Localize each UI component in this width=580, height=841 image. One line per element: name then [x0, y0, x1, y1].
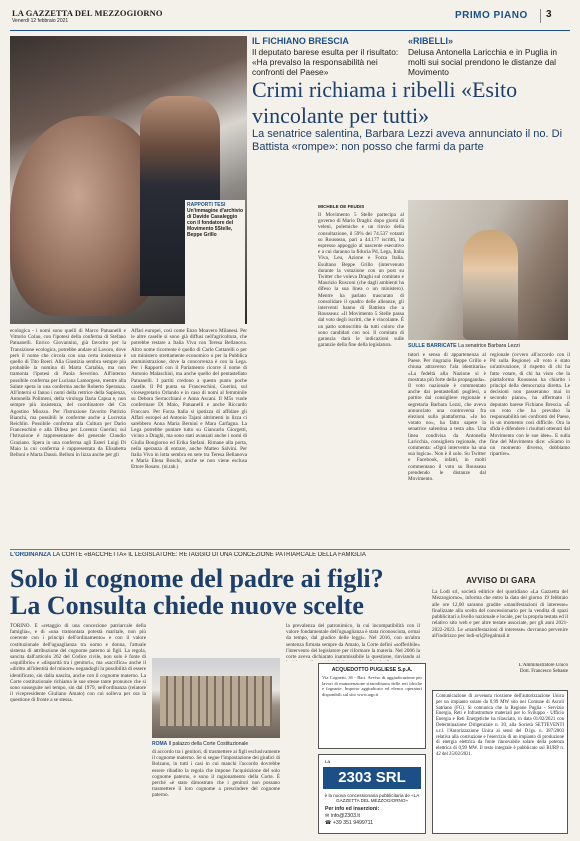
article-column-4: tutori e senso di appartenenza al Paese. Per ringrazio Beppe Grillo e chiusa attraverso l'ala identitaria» «La fedeltà alla Nazione si è mostrata più forte della propaganda». Il voto nazionale è commentato anche dai pentastellati pugliesi, a partire dal consigliere regionale e segretaria Barbara Lezzi, che aveva annunciato una controversa fra elezioni sulla piattaforma. «Io ho votato no», ha fatto sapere la senatrice salentina a testa alta. Una linea condivisa da Antonella Laricchia, consigliera regionale, che commenta: «Ogni intervento ha una sua logica». Non è il solo. Su Twitter e Facebook, infatti, in molti commentano il voto su Rousseau prendendo le distanze dal Movimento.	[408, 352, 486, 483]
bottom-kicker-label: L'ORDINANZA	[10, 552, 52, 558]
lezzi-caption-text: La senatrice Barbara Lezzi	[458, 343, 520, 349]
masthead-date: Venerdì 12 febbraio 2021	[12, 18, 69, 24]
ad-2303-email[interactable]	[319, 813, 425, 820]
consulta-caption-text: Il palazzo della Corte Costituzionale	[168, 741, 249, 747]
lezzi-caption-label: SULLE BARRICATE	[408, 343, 457, 349]
section-divider	[10, 549, 570, 550]
phone-icon: ☎	[325, 820, 333, 826]
lezzi-photo	[408, 200, 568, 340]
avviso-text: La Lodi srl, società editrice del quotidiano «La Gazzetta del Mezzogiorno», informa che entro la data del giorno 19 febbraio alle ore 12,00 saranno gradite «manifestazioni di interesse» finalizzate alla scelta del concessionario per la vendita di spazi pubblicitari a livello nazionale e locale, per la propria testata ed il relativo sito web e per altre testate associate, per gli anni 2021-2022-2023. Le «manifestazioni di interesse» dovranno pervenire all'indirizzo pec lodi-srl@legalmail.it	[432, 589, 568, 640]
ad-2303-phone-text: +39 351 9499711	[332, 820, 374, 826]
masthead-name: LA GAZZETTA DEL MEZZOGIORNO	[12, 8, 163, 18]
avviso-sign-role: L'Amministratore Unico	[518, 663, 568, 668]
bottom-headline: Solo il cognome del padre ai figli? La Consulta chiede nuove scelte	[10, 565, 384, 619]
byline: MICHELE DE FEUDIS	[318, 204, 365, 209]
ad-2303-email-text: info@2303.it	[330, 813, 361, 819]
consulta-caption-label: ROMA	[152, 741, 168, 747]
ad-2303-logo: 2303 SRL	[323, 767, 421, 789]
article-column-2: Affari europei, così come Enzo Moavero Milanesi. Per le altre caselle si sono già diffusi nell'agricoltura, che potrebbe restare a Italia Viva con Teresa Bellanova. Altro nome ricorrente è quello di Carlo Cottarelli o per un ministero strettamente economico o per la Pubblica amministrazione, dove la concorrenza è con la Lega. Per i Rapporti con il Parlamento ricorre il nome di Antonio Malaschini, ma anche quello del pentastellato Patuanelli. I partiti credono a questo punto poche caselle. Il Pd punta su Franceschini, Guerini, sul vicesegretario Orlando e in caso di nomi al femminile su Debora Serracchiani e Anna Ascani. Il M5s vuole confermare Di Maio, Patuanelli e anche Riccardo Fraccaro. Per Forza Italia si ipotizza di affidare gli Affari europei ad Antonio Tajani altrimenti in lizza ci sarebbero Anna Maria Bernini e Mara Carfagna. La Lega potrebbe puntare tutto su Giancarlo Giorgetti, vicino a Draghi, ma sono stati avanzati anche i nomi di Giulia Bongiorno ed Erika Stefani. Rimane alla porta, nella speranza di entrare, anche Matteo Salvini. Per Italia Viva in lotta sembra en sere tra Teresa Bellanova e Maria Elena Boschi, anche se non viene esclusa Ettore Rosato. (ni.tab.)	[131, 328, 247, 471]
avviso-title: AVVISO DI GARA	[466, 576, 536, 585]
ad-acquedotto	[318, 663, 426, 749]
kicker-right-text: Delusa Antonella Laricchia e in Puglia in molti sui social prendono le distanze dal Movimento	[408, 47, 557, 77]
photo-figure-lezzi	[463, 230, 518, 340]
subhead: La senatrice salentina, Barbara Lezzi aveva annunciato il no. Di Battista «rompe»: non posso che farmi da parte	[252, 128, 563, 153]
article-column-5: regionale (ovvero all'accordo con il Pd sulla Regione) «Il voto è stato un'attivazione, il rispetto di chi ha fatto votare, di chi ha visto che la piattaforma Rousseau ha chiarito i principi della democrazia diretta. Le decisioni non passeranno mai in secondo piano», ha affermato il deputato barese Fichiano Brescia. «È un voto che ha prevalso la responsabilità nei confronti del Paese, in un momento così difficile. Ora la sfida è difendere i risultati ottenuti dal Movimento con le sue idee». E sulla fine del Movimento dice: «Siamo in un momento diverso, dobbiamo ripartire».	[490, 352, 570, 458]
ad-acquedotto-title: ACQUEDOTTO PUGLIESE S.p.A.	[331, 667, 413, 673]
bottom-kicker	[10, 552, 420, 558]
kicker-left-text: Il deputato barese esulta per il risultato: «Ha prevalso la responsabilità nei confronti del Paese»	[252, 47, 399, 77]
bottom-column-3: la prevalenza del patronimico, la cui incompatibilità con il valore fondamentale dell'uguaglianza è stata riconosciuta, ormai da tempo, dal giudice delle leggi». Nel 2016, con un'altra sentenza firmata sempre da Amato, la Corte definì «sofferibile» l'intervento del legislatore per riformare la materia. Nel 2006 la corte aveva dichiarato inammissibile la questione, rinviando al	[286, 623, 420, 661]
ad-2303-phone[interactable]	[319, 820, 425, 827]
bottom-column-2: di accordo tra i genitori, di trasmettere ai figli esclusivamente il cognome materno. Se si segue l'impostazione dei giudici di Bolzano, in tutti i casi in cui manchi l'accordo dovrebbe essere ribadito la regola che impone l'acquisizione del solo cognome paterno, e sono il ragionamento della Corte. È perché «è stato dimostrato che i genitori non possano trasmettere il loro cognome a prescindere del cognome paterno.	[152, 749, 280, 799]
article-column-3: Il Movimento 5 Stelle partecipa al governo di Mario Draghi: dopo giorni di veleni, polemiche e un rinvio della consultazione, il 59% dei 74.537 votanti su Rousseau, pari a 44.177 iscritti, ha espresso appoggio al nascente esecutivo e a cui daranno la fiducia Pd, Lega, Italia Viva, Leu, Azione e Forza Italia. Esultano Beppe Grillo (intervenuto durante la votazione con un post su Twitter che voleva Draghi sul comitato e Maurizio Rusconi (che dagli ambienti ha difeso la sua linea o un ministero). Mentre ha parlato trascurato di consolidare il quadro delle alleanze, gli interventi hanno di Battista che a Rousseau: «Il Movimento 5 Stelle passa dal voto degli iscritti, che è vincolante. È un patto sottoscritto da tutti coloro che sono candidati con noi. Il comitato di garanzia darà le indicazioni sulle garanzie della fine della legislatura.	[318, 212, 404, 349]
ad-2303-pre: La	[325, 759, 331, 764]
bottom-kicker-text: LA CORTE «BACCHETTA» IL LEGISLATORE: RETAGGIO DI UNA CONCEZIONE PATRIARCALE DELLA FAMIGLIA	[52, 552, 366, 558]
photo-face-grillo	[10, 116, 160, 316]
ad-comunicazione	[432, 690, 568, 834]
kicker-right-title: «RIBELLI»	[408, 36, 454, 46]
bottom-column-1: TORINO. È «retaggio di una concezione patriarcale della famiglia», e di «una tramontata potestà maritale, non più coerente con i principi dell'ordinamento» e con il valore costituzionale dell'uguaglianza tra uomo e donna, l'attuale sistema di attribuzione del cognome paterno ai figli. La regola, sancita dall'articolo 262 del Codice civile, non solo è fonte di «squilibrio» e «disparità tra i genitori», ma «sacrifica» anche il «diritto all'identità del minore» negandogli la possibilità di essere identificato, sin dalla nascita, anche con il cognome materno. La Corte costituzionale richiama le sue stesse tante pronunce che si sono susseguite nel tempo, sin dal 1979, nell'ordinanza (relatore il vicepresidente Giuliano Amato) con cui solleva per ora la questione di fronte a se stessa.	[10, 623, 146, 704]
masthead-rule	[10, 30, 570, 31]
photo-caption-label: RAPPORTI TESI	[187, 202, 226, 208]
consulta-caption	[152, 741, 248, 747]
ad-2303-tagline: è la nuova concessionaria pubblicitaria de «LA GAZZETTA DEL MEZZOGIORNO»	[324, 793, 420, 803]
section-label: PRIMO PIANO	[455, 10, 528, 21]
photo-caption	[185, 200, 245, 325]
ad-comunicazione-text: Comunicazione di avvenuta ricezione dell'autorizzazione Unica per un impianto solare da 0,99 MW sito nel Comune di Ascoli Satriano (FG). Si comunica che la Regione Puglia - Servizio Energia, Reti e Infrastrutture materiali per lo Sviluppo - Ufficio Energia e Reti Energetiche ha rilasciato, in data 01/02/2021 con Determinazione Dirigenziale n. 30, alla Società SETTEVENTI s.r.l. l'Autorizzazione Unica ai sensi del D.lgs. n. 387/2003 relativa alla costruzione e l'esercizio di un impianto di produzione di energia elettrica da fonte rinnovabile solare della potenza elettrica di 0,99 MW. Il testo integrale è pubblicato sul BURP n. 42 del 25/02/2021.	[436, 694, 564, 757]
avviso-sign-name: Dott. Francesco Sebaste	[519, 669, 568, 674]
article-column-1: ecologica - i nomi sono quelli di Marco Patuanelli e Vittorio Colao, con l'ipotesi della conferma di Stefano Patuanelli. Enrico Giovannini, già favorito per la Transizione ecologica, potrebbe andare al Lavoro, dove però il nome che circola con una certa insistenza è quello di Tito Boeri. Alla Giustizia sembra sempre più probabile la nomina di Marta Cartabia, ma non tramonta l'ipotesi di Paola Severino. All'interno possibile conferma per Luciana Lamorgese, mentre alla Salute spera in una conferma anche Roberto Speranza. All'interni si fanno i nomi della rettrice della Sapienza, Antonella Polimeni, della virologa Ilaria Capua e, non sempre più insistenza, del coordinatore del Cts Agostino Miozzo. Per l'Istruzione favorito Patrizio Bianchi, ma possibili le conferme anche a Lucrezia Reichlin. Possibile conferma alla Cultura per Dario Franceschini e alla Difesa per Lorenzo Guerini; sul l'Istruzione è rappresentante del generale Claudio Graziano. Spera in una conferma agli Esteri Luigi Di Maio la cui conferma è rappresentata da Elisabetta Belloni e Marta Dassù. Belloni in lizza anche per gli	[10, 328, 126, 459]
kicker-left-title: IL FICHIANO BRESCIA	[252, 36, 349, 46]
page-number: 3	[540, 9, 568, 23]
photo-building	[160, 676, 272, 726]
ad-acquedotto-text: Via Cognetti, 36 - Bari. Avviso di aggiudicazione per lavori di manutenzione straordinaria delle reti idriche e fognarie. Importo aggiudicato ed elenco operatori disponibili sul sito www.aqp.it	[322, 675, 422, 697]
photo-caption-text: Un'immagine d'archivio di Davide Casaleggio con il fondatore del Movimento 5Stelle, Beppe Grillo	[187, 208, 244, 238]
headline: Crimi richiama i ribelli «Esito vincolante per tutti»	[252, 77, 518, 128]
ad-2303	[318, 754, 426, 834]
avviso-signature	[432, 663, 568, 675]
mail-icon: ✉	[325, 813, 331, 819]
ad-2303-contact-title: Per info ed inserzioni:	[325, 806, 380, 812]
lezzi-caption	[408, 343, 520, 349]
consulta-photo	[152, 658, 280, 738]
